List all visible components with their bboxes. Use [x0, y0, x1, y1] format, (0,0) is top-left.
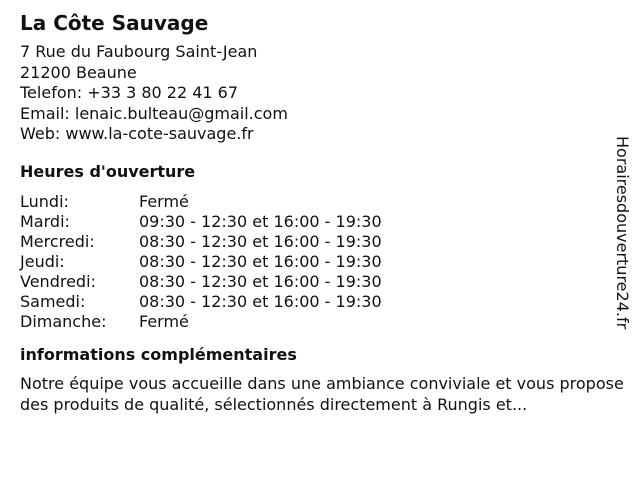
- day-label: Dimanche:: [20, 311, 107, 331]
- business-name: La Côte Sauvage: [20, 11, 209, 35]
- day-label: Jeudi:: [20, 251, 65, 271]
- hours-row-saturday: [20, 292, 632, 312]
- site-watermark: Horairesdouverture24.fr: [613, 136, 632, 330]
- day-label: Samedi:: [20, 291, 86, 311]
- hours-row-wednesday: [20, 232, 632, 252]
- opening-hours-heading: Heures d'ouverture: [20, 161, 196, 181]
- additional-info-heading: informations complémentaires: [20, 344, 297, 364]
- day-label: Mardi:: [20, 211, 70, 231]
- hours-value: 09:30 - 12:30 et 16:00 - 19:30: [139, 211, 382, 231]
- website-link[interactable]: Web: www.la-cote-sauvage.fr: [20, 124, 254, 143]
- hours-row-tuesday: [20, 212, 632, 232]
- additional-info-text: Notre équipe vous accueille dans une ambiance conviviale et vous propose des produits de qualité, sélectionnés directement à Rungis et...: [20, 373, 624, 414]
- hours-value: 08:30 - 12:30 et 16:00 - 19:30: [139, 291, 382, 311]
- hours-row-monday: [20, 192, 632, 212]
- hours-value: Fermé: [139, 311, 189, 331]
- hours-value: 08:30 - 12:30 et 16:00 - 19:30: [139, 271, 382, 291]
- hours-row-friday: [20, 272, 632, 292]
- opening-hours-table: [20, 192, 632, 332]
- street-address: 7 Rue du Faubourg Saint-Jean: [20, 42, 258, 61]
- business-card: [20, 9, 632, 415]
- hours-value: 08:30 - 12:30 et 16:00 - 19:30: [139, 231, 382, 251]
- day-label: Lundi:: [20, 191, 69, 211]
- hours-value: Fermé: [139, 191, 189, 211]
- day-label: Vendredi:: [20, 271, 96, 291]
- hours-row-sunday: [20, 312, 632, 332]
- phone-number[interactable]: Telefon: +33 3 80 22 41 67: [20, 83, 239, 102]
- email-address[interactable]: Email: lenaic.bulteau@gmail.com: [20, 103, 288, 123]
- day-label: Mercredi:: [20, 231, 95, 251]
- city-postcode: 21200 Beaune: [20, 62, 137, 82]
- hours-row-thursday: [20, 252, 632, 272]
- hours-value: 08:30 - 12:30 et 16:00 - 19:30: [139, 251, 382, 271]
- address-block: [20, 42, 632, 145]
